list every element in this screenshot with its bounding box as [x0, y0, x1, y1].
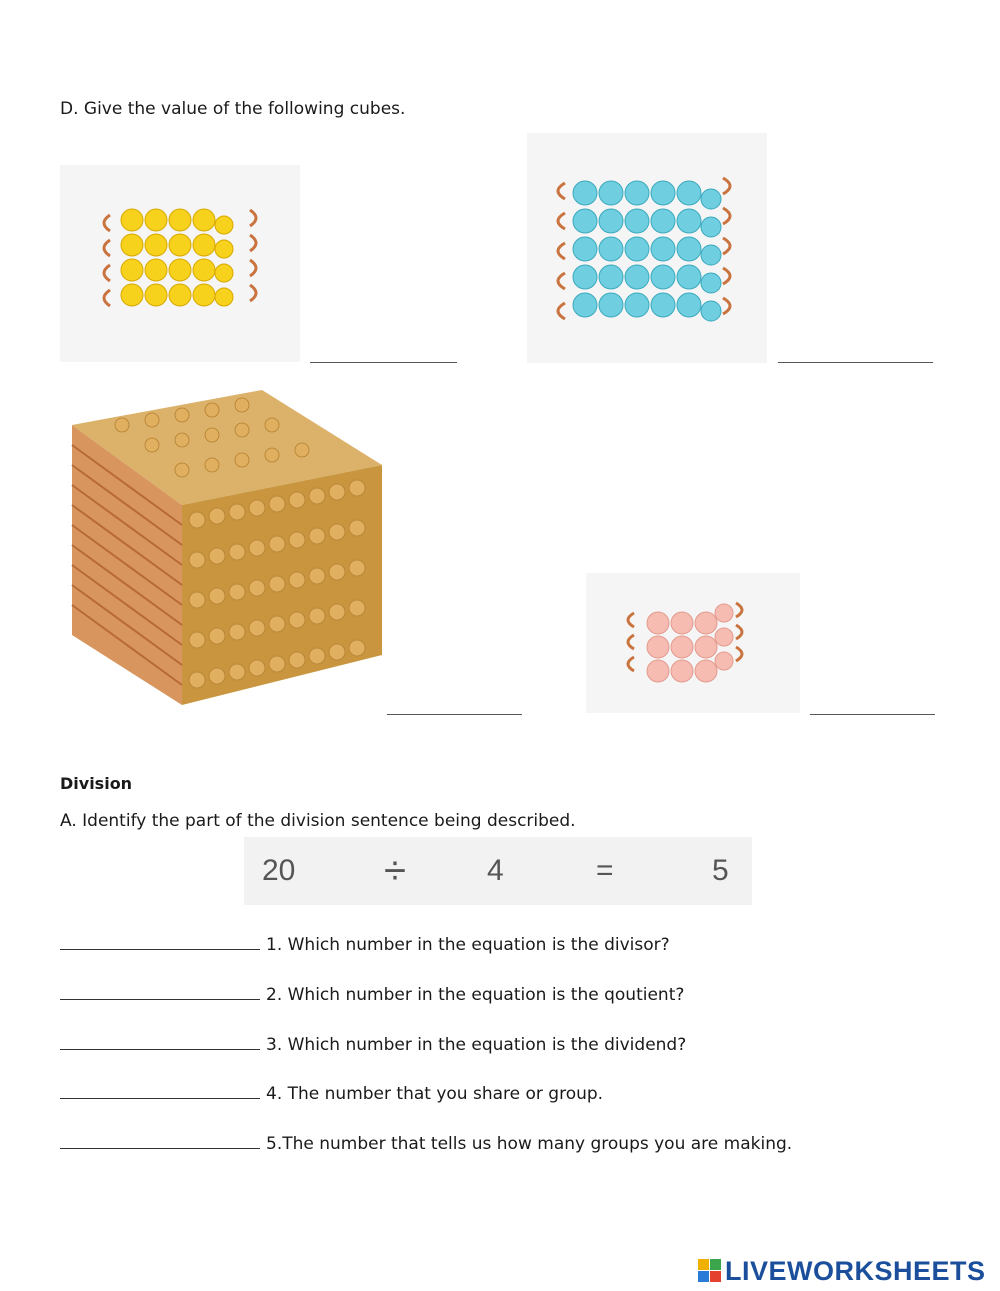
answer-blank-2[interactable] — [60, 998, 260, 1000]
blue-bead-cube-image — [527, 133, 767, 363]
equation-quotient: 5 — [712, 854, 729, 887]
pink-bead-cube-image — [586, 573, 800, 713]
answer-line-yellow[interactable] — [310, 362, 457, 363]
answer-line-gold[interactable] — [387, 714, 522, 715]
equation-equals-sign: = — [596, 854, 614, 887]
division-equation — [244, 837, 752, 905]
answer-blank-3[interactable] — [60, 1048, 260, 1050]
answer-blank-4[interactable] — [60, 1097, 260, 1099]
question-text: 3. Which number in the equation is the dividend? — [266, 1035, 687, 1055]
question-text: 2. Which number in the equation is the qoutient? — [266, 985, 685, 1005]
question-row — [60, 935, 670, 955]
question-text: 5.The number that tells us how many groups you are making. — [266, 1134, 793, 1154]
section-d-title: D. Give the value of the following cubes. — [60, 99, 406, 119]
logo-blocks-icon — [698, 1259, 722, 1283]
question-row — [60, 985, 684, 1005]
answer-line-blue[interactable] — [778, 362, 933, 363]
answer-line-pink[interactable] — [810, 714, 935, 715]
question-row — [60, 1084, 603, 1104]
division-instruction: A. Identify the part of the division sentence being described. — [60, 811, 576, 831]
question-text: 1. Which number in the equation is the divisor? — [266, 935, 670, 955]
gold-bead-cube-image — [62, 385, 387, 715]
equation-dividend: 20 — [262, 854, 296, 887]
question-row — [60, 1035, 686, 1055]
yellow-bead-cube-image — [60, 165, 300, 362]
equation-divisor: 4 — [487, 854, 504, 887]
question-text: 4. The number that you share or group. — [266, 1084, 604, 1104]
liveworksheets-logo — [698, 1254, 986, 1288]
equation-division-sign: ÷ — [384, 849, 406, 893]
answer-blank-1[interactable] — [60, 948, 260, 950]
logo-text: LIVEWORKSHEETS — [725, 1255, 986, 1286]
answer-blank-5[interactable] — [60, 1147, 260, 1149]
question-row — [60, 1134, 792, 1154]
division-heading: Division — [60, 774, 133, 793]
